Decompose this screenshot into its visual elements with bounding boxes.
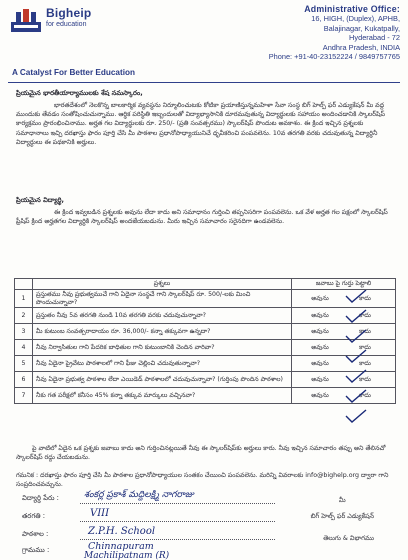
question-text: నీవు ఏదైనా ప్రైవేటు పాఠశాలలో గాని ఫీజు చెల్లించి చదువుతున్నావా? — [33, 356, 292, 372]
office-address-block — [269, 4, 400, 62]
table-row — [15, 308, 396, 324]
yes-option[interactable]: అవును — [311, 375, 329, 383]
brand-block — [46, 6, 91, 28]
row-number: 4 — [15, 340, 33, 356]
brand-subtitle: for education — [46, 21, 87, 28]
note-paragraph: గమనిక : దరఖాస్తు ఫారం పూర్తి చేసి మీ పాఠశాల ప్రధానోపాధ్యాయుల సంతకం చేయించి పంపవలెను. మరిన్ని వివరాలకు info@bighelp.org ద్వారా గాని సంప్రదించవచ్చును. — [16, 472, 389, 489]
table-row — [15, 388, 396, 404]
tagline: A Catalyst For Better Education — [12, 68, 135, 77]
table-row — [15, 356, 396, 372]
instructions-paragraph: ఈ క్రింద ఇవ్వబడిన ప్రశ్నలకు అవును లేదా కాదు అని సమాధానం గుర్తించి తప్పనిసరిగా పంపవలెను. ఒక వేళ అర్హత గల పక్షంలో స్కాలర్‌షిప్ ఫ్రీషిప్ క్రింద అర్హతగల విద్యార్థికి స్కాలర్‌షిప్ అందజేయబడును. మీరు ఇచ్చిన సమాచారం సరైనదిగా ఉండవలెను. — [16, 209, 388, 226]
phone-line: Phone: +91-40-23152224 / 9849757765 — [268, 52, 400, 62]
yes-option[interactable]: అవును — [311, 311, 329, 319]
question-text: ప్రస్తుతం నీవు 5వ తరగతి నుండి 10వ తరగతి వరకు చదువుచున్నావా? — [33, 308, 292, 324]
yes-option[interactable]: అవును — [311, 359, 329, 367]
sign-org-name: బిగ్ హెల్ప్ ఫర్ ఎడ్యుకేషన్ — [310, 512, 374, 520]
office-title: Administrative Office: — [304, 4, 400, 14]
question-text: మీ కుటుంబ సంవత్సరాదాయం రూ. 36,000/- కన్నా తక్కువగా ఉన్నదా? — [33, 324, 292, 340]
brand-name: Bigheip — [46, 6, 92, 20]
yes-option[interactable]: అవును — [311, 294, 329, 302]
no-option[interactable]: కాదు — [359, 343, 371, 351]
no-option[interactable]: కాదు — [359, 359, 371, 367]
table-row — [15, 372, 396, 388]
address-line: Balajinagar, Kukatpally, — [323, 23, 400, 33]
school-label: పాఠశాల : — [22, 530, 49, 538]
closing-paragraph: పై వాటిలో ఏదైన ఒక ప్రశ్నకు జవాబు కాదు అని గుర్తించినట్లయితే నీవు ఈ స్కాలర్‌షిప్‌కు అర్హులు కారు. నీవు ఇచ్చిన సమాచారం తప్పు అని తేలినచో స్కాలర్‌షిప్ రద్దు చేయబడును. — [16, 445, 386, 462]
salutation-student: ప్రియమైన విద్యార్థి, — [16, 196, 65, 204]
row-number: 7 — [15, 388, 33, 404]
table-row — [15, 324, 396, 340]
student-name-label: విద్యార్థి పేరు : — [22, 494, 59, 502]
intro-paragraph: భారతదేశంలో నెలకొన్న బాలకార్మిక వ్యవస్థను నిర్మూలించుటకు కోటికా ప్రయాణిస్తున్నమహిళా సేవా సంస్థ బిగ్ హెల్ప్ ఫర్ ఎడ్యుకేషన్ మీ వద్ద ముందుకు తేవడం సంతోషించుచున్నాము. ఆర్థిక పరిస్థితి ఇబ్బందులతో విద్యాభ్యాసానికి దూరమవుతున్న విద్యార్థులకు సహాయం అందించడానికి స్కాలర్‌షిప్ కార్యక్రమం ప్రారంభించినాము. అర్హత గల విద్యార్థులకు రూ. 250/- (ప్రతి సంవత్సరము) స్కాలర్‌షిప్ పొందుట అవకాశం. ఈ క్రింద ఇచ్చిన ప్రశ్నలకు సమాధానాలు ఇచ్చి దరఖాస్తు ఫారం పూర్తి చేసి మీ పాఠశాల ప్రధానోపాధ్యాయునిచే ధృవీకరించి పంపవలెను. 10వ తరగతి వరకు చదువుతున్న విద్యార్థినీ విద్యార్థులు ఈ పథకానికి అర్హులు. — [16, 102, 385, 146]
salutation-parents: ప్రియమైన భారతీయార్యాములకు శేష నమస్కారం, — [16, 89, 143, 97]
class-label: తరగతి : — [22, 512, 46, 520]
header-divider — [8, 82, 400, 83]
table-row — [15, 340, 396, 356]
no-option[interactable]: కాదు — [359, 375, 371, 383]
table-row — [15, 290, 396, 308]
question-text: ప్రస్తుతము నీవు ప్రభుత్వముచే గాని ఏదైనా సంస్థచే గాని స్కాలర్‌షిప్ రూ. 500/-లకు మించి పొందుచున్నావా? — [33, 290, 292, 308]
row-number: 5 — [15, 356, 33, 372]
no-option[interactable]: కాదు — [359, 391, 371, 399]
department-label: తెలుగు & విభాగము — [323, 534, 374, 542]
yes-option[interactable]: అవును — [311, 343, 329, 351]
no-option[interactable]: కాదు — [359, 294, 371, 302]
header-number — [15, 279, 33, 290]
handwritten-tick-marks-icon — [344, 290, 370, 440]
school-value[interactable]: Z.P.H. School — [88, 526, 156, 537]
no-option[interactable]: కాదు — [359, 327, 371, 335]
village-value-line2[interactable]: Machilipatnam (R) — [84, 551, 170, 560]
class-line — [80, 521, 275, 522]
eligibility-questions-table — [14, 278, 396, 404]
row-number: 1 — [15, 290, 33, 308]
yes-option[interactable]: అవును — [311, 391, 329, 399]
address-line: Hyderabad - 72 — [349, 33, 400, 43]
yes-option[interactable]: అవును — [311, 327, 329, 335]
question-text: నీకు గత పరీక్షలో కనీసం 45% కన్నా తక్కువ మార్కులు వచ్చినవా? — [33, 388, 292, 404]
row-number: 3 — [15, 324, 33, 340]
village-label: గ్రామము : — [22, 546, 50, 554]
header-questions: ప్రశ్నలు — [33, 279, 292, 290]
address-line: Andhra Pradesh, INDIA — [322, 42, 400, 52]
student-name-value[interactable]: శంకర్ల ప్రకాశ్ మద్దిలక్ష్మి నాగరాజు — [84, 490, 194, 500]
bighelp-logo-icon — [10, 8, 42, 34]
student-name-line — [80, 503, 275, 504]
no-option[interactable]: కాదు — [359, 311, 371, 319]
row-number: 6 — [15, 372, 33, 388]
question-text: నీవు ఏదైనా ప్రభుత్వ పాఠశాల లేదా ఎయిడెడ్ పాఠశాలలో చదువుచున్నావా? (గుర్తింపు పొందిన పాఠశాల) — [33, 372, 292, 388]
header-answer: జవాబు పై గుర్తు పెట్టాలి — [292, 279, 396, 290]
class-value[interactable]: VIII — [90, 508, 110, 519]
question-text: నీవు నిర్వాసితుల గాని పేదరిక బాధితుల గాని కుటుంబానికి చెందిన వారివా? — [33, 340, 292, 356]
village-value[interactable]: Chinnapuram — [88, 541, 154, 552]
row-number: 2 — [15, 308, 33, 324]
sign-yours: మీ — [338, 496, 346, 504]
school-line — [80, 539, 275, 540]
address-line: 16, HIGH, (Duplex), APHB, — [311, 14, 400, 23]
org-signature-block — [311, 496, 374, 522]
